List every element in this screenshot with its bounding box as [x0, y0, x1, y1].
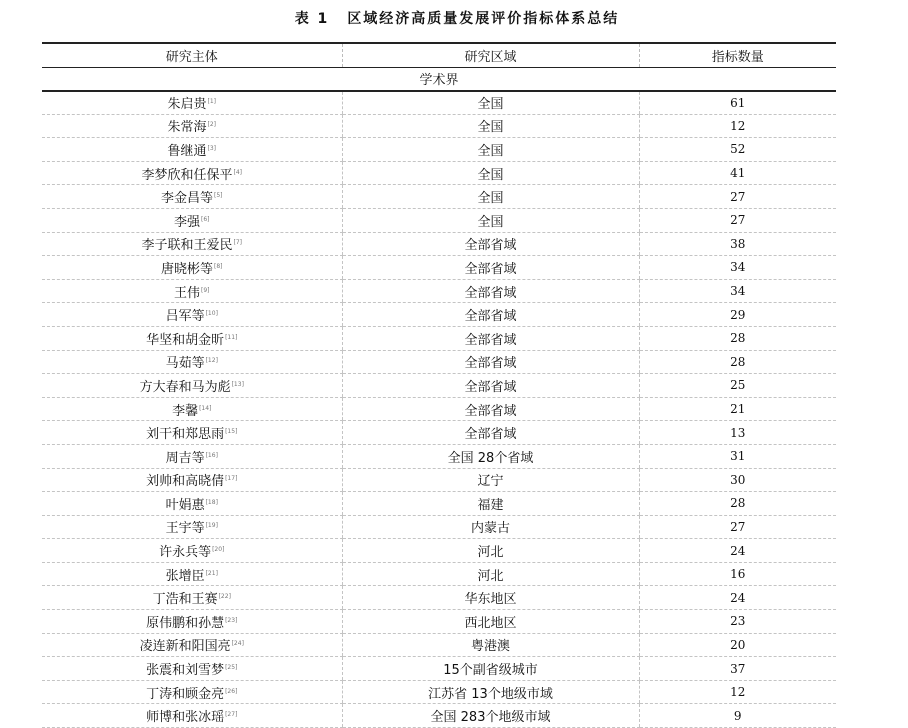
count-cell: 16 [639, 562, 836, 586]
subject-cell [42, 586, 342, 610]
reference-marker: [8] [214, 262, 223, 270]
region-cell: 内蒙古 [342, 515, 639, 539]
count-cell: 41 [639, 161, 836, 185]
subject-cell [42, 468, 342, 492]
subject-name: 张震和刘雪梦 [146, 663, 225, 679]
subject-name: 刘帅和高晓倩 [146, 474, 225, 490]
reference-marker: [11] [225, 333, 238, 341]
count-cell: 24 [639, 539, 836, 563]
count-cell: 38 [639, 232, 836, 256]
region-cell: 全部省域 [342, 374, 639, 398]
subject-name: 唐晓彬等 [160, 261, 213, 277]
region-cell: 全部省域 [342, 232, 639, 256]
header-row [42, 43, 836, 67]
table-row [42, 633, 836, 657]
subject-cell [42, 161, 342, 185]
subject-cell [42, 232, 342, 256]
table-row [42, 468, 836, 492]
subject-cell [42, 326, 342, 350]
reference-marker: [27] [225, 711, 238, 719]
count-cell: 9 [639, 704, 836, 728]
count-cell: 21 [639, 397, 836, 421]
subject-cell [42, 256, 342, 280]
header-region: 研究区域 [342, 43, 639, 67]
region-cell: 辽宁 [342, 468, 639, 492]
subject-name: 朱启贵 [167, 97, 207, 113]
count-cell: 61 [639, 91, 836, 115]
region-cell: 华东地区 [342, 586, 639, 610]
table-row [42, 303, 836, 327]
table-row [42, 539, 836, 563]
subject-name: 吕军等 [165, 309, 205, 325]
reference-marker: [13] [231, 380, 244, 388]
table-row [42, 326, 836, 350]
subject-cell [42, 138, 342, 162]
subject-name: 李子联和王爱民 [141, 238, 233, 254]
reference-marker: [2] [207, 121, 216, 129]
region-cell: 全国 [342, 161, 639, 185]
count-cell: 34 [639, 256, 836, 280]
subject-cell [42, 397, 342, 421]
section-label: 学术界 [42, 67, 836, 91]
region-cell: 全国 [342, 138, 639, 162]
subject-name: 丁涛和顾金亮 [146, 686, 225, 702]
subject-name: 李强 [173, 214, 200, 230]
reference-marker: [20] [212, 546, 225, 554]
table-row [42, 114, 836, 138]
subject-cell [42, 492, 342, 516]
header-count: 指标数量 [639, 43, 836, 67]
subject-name: 丁浩和王赛 [152, 592, 218, 608]
count-cell: 29 [639, 303, 836, 327]
subject-name: 李金昌等 [160, 191, 213, 207]
subject-name: 刘干和郑思雨 [146, 427, 225, 443]
subject-cell [42, 279, 342, 303]
table-row [42, 161, 836, 185]
table-row [42, 279, 836, 303]
count-cell: 37 [639, 657, 836, 681]
table-row [42, 562, 836, 586]
subject-name: 李梦欣和任保平 [141, 167, 233, 183]
reference-marker: [25] [225, 664, 238, 672]
subject-cell [42, 562, 342, 586]
subject-name: 王宇等 [165, 521, 205, 537]
region-cell: 15个副省级城市 [342, 657, 639, 681]
subject-cell [42, 303, 342, 327]
region-cell: 全国 [342, 208, 639, 232]
subject-name: 叶娟惠 [165, 497, 205, 513]
region-cell: 全国 [342, 185, 639, 209]
count-cell: 12 [639, 680, 836, 704]
reference-marker: [14] [199, 404, 212, 412]
subject-name: 周吉等 [165, 450, 205, 466]
subject-cell [42, 515, 342, 539]
count-cell: 13 [639, 421, 836, 445]
region-cell: 全部省域 [342, 397, 639, 421]
table-row [42, 232, 836, 256]
subject-name: 方大春和马为彪 [139, 379, 231, 395]
reference-marker: [21] [205, 569, 218, 577]
region-cell: 西北地区 [342, 610, 639, 634]
count-cell: 31 [639, 444, 836, 468]
count-cell: 25 [639, 374, 836, 398]
table-row [42, 397, 836, 421]
table-row [42, 350, 836, 374]
subject-name: 王伟 [173, 285, 200, 301]
reference-marker: [15] [225, 428, 238, 436]
reference-marker: [7] [233, 239, 242, 247]
table-row [42, 138, 836, 162]
table-row [42, 492, 836, 516]
region-cell: 全部省域 [342, 279, 639, 303]
subject-name: 张增臣 [165, 568, 205, 584]
subject-cell [42, 680, 342, 704]
count-cell: 27 [639, 185, 836, 209]
region-cell: 全部省域 [342, 303, 639, 327]
subject-cell [42, 91, 342, 115]
subject-cell [42, 208, 342, 232]
subject-cell [42, 610, 342, 634]
region-cell: 粤港澳 [342, 633, 639, 657]
table-caption [0, 8, 908, 28]
subject-name: 凌连新和阳国亮 [139, 639, 231, 655]
table-row [42, 374, 836, 398]
region-cell: 福建 [342, 492, 639, 516]
subject-cell [42, 421, 342, 445]
region-cell: 全国 [342, 91, 639, 115]
table-row [42, 91, 836, 115]
reference-marker: [18] [205, 498, 218, 506]
table-row [42, 704, 836, 728]
subject-cell [42, 539, 342, 563]
count-cell: 28 [639, 350, 836, 374]
region-cell: 河北 [342, 539, 639, 563]
region-cell: 江苏省 13个地级市域 [342, 680, 639, 704]
subject-name: 朱常海 [167, 120, 207, 136]
reference-marker: [9] [201, 286, 210, 294]
subject-cell [42, 114, 342, 138]
reference-marker: [22] [218, 593, 231, 601]
region-cell: 全部省域 [342, 350, 639, 374]
reference-marker: [26] [225, 687, 238, 695]
table-row [42, 256, 836, 280]
subject-cell [42, 374, 342, 398]
subject-cell [42, 657, 342, 681]
table-number: 表 1 [294, 11, 330, 27]
table-row [42, 680, 836, 704]
count-cell: 30 [639, 468, 836, 492]
table-title: 区域经济高质量发展评价指标体系总结 [347, 11, 620, 27]
subject-name: 李馨 [172, 403, 199, 419]
table-row [42, 610, 836, 634]
subject-name: 师博和张冰瑶 [146, 710, 225, 726]
count-cell: 27 [639, 208, 836, 232]
subject-cell [42, 185, 342, 209]
subject-cell [42, 444, 342, 468]
count-cell: 28 [639, 326, 836, 350]
reference-marker: [4] [233, 168, 242, 176]
region-cell: 河北 [342, 562, 639, 586]
region-cell: 全国 283个地级市域 [342, 704, 639, 728]
table-row [42, 515, 836, 539]
count-cell: 27 [639, 515, 836, 539]
region-cell: 全国 [342, 114, 639, 138]
subject-name: 鲁继通 [167, 143, 207, 159]
region-cell: 全部省域 [342, 326, 639, 350]
subject-cell [42, 350, 342, 374]
reference-marker: [3] [207, 144, 216, 152]
indicator-table [42, 42, 836, 728]
reference-marker: [19] [205, 522, 218, 530]
reference-marker: [23] [225, 616, 238, 624]
count-cell: 24 [639, 586, 836, 610]
region-cell: 全部省域 [342, 421, 639, 445]
subject-name: 马茹等 [165, 356, 205, 372]
table-row [42, 586, 836, 610]
reference-marker: [16] [205, 451, 218, 459]
reference-marker: [6] [201, 215, 210, 223]
table-row [42, 185, 836, 209]
region-cell: 全部省域 [342, 256, 639, 280]
reference-marker: [10] [205, 310, 218, 318]
subject-name: 华坚和胡金昕 [146, 332, 225, 348]
table-row [42, 421, 836, 445]
subject-name: 许永兵等 [159, 545, 212, 561]
reference-marker: [24] [231, 640, 244, 648]
reference-marker: [12] [205, 357, 218, 365]
table-row [42, 444, 836, 468]
subject-cell [42, 633, 342, 657]
header-subject: 研究主体 [42, 43, 342, 67]
count-cell: 12 [639, 114, 836, 138]
count-cell: 20 [639, 633, 836, 657]
subject-cell [42, 704, 342, 728]
region-cell: 全国 28个省域 [342, 444, 639, 468]
reference-marker: [5] [214, 192, 223, 200]
count-cell: 34 [639, 279, 836, 303]
count-cell: 28 [639, 492, 836, 516]
table-row [42, 208, 836, 232]
count-cell: 52 [639, 138, 836, 162]
section-row [42, 67, 836, 91]
table-row [42, 657, 836, 681]
reference-marker: [1] [207, 98, 216, 106]
count-cell: 23 [639, 610, 836, 634]
subject-name: 原伟鹏和孙慧 [146, 615, 225, 631]
reference-marker: [17] [225, 475, 238, 483]
